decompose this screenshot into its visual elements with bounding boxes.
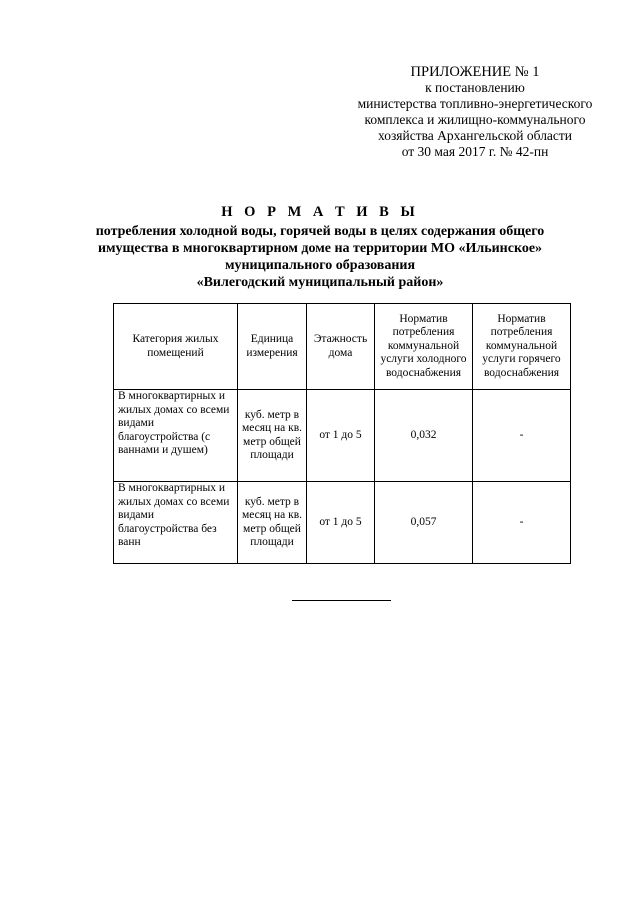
header-unit: Единица измерения [238,304,307,390]
appendix-date-line: от 30 мая 2017 г. № 42-пн [401,144,549,159]
table-header-row [114,304,571,390]
header-category: Категория жилых помещений [114,304,238,390]
end-separator-line [292,600,391,601]
norms-table [113,303,571,564]
title-line: имущества в многоквартирном доме на территории МО «Ильинское» [97,241,543,256]
cell-cold-value: 0,032 [375,390,473,482]
title-heading: Н О Р М А Т И В Ы [221,204,419,220]
appendix-block [330,64,620,160]
title-line: муниципального образования [224,258,416,273]
cell-hot-value: - [473,482,571,564]
document-title [40,204,600,291]
header-hot-water: Норматив потребления коммунальной услуги горячего водоснабжения [473,304,571,390]
cell-cold-value: 0,057 [375,482,473,564]
table-row [114,482,571,564]
cell-floors: от 1 до 5 [307,482,375,564]
cell-floors: от 1 до 5 [307,390,375,482]
appendix-line: министерства топливно-энергетического [357,96,593,111]
table-row [114,390,571,482]
cell-category: В многоквартирных и жилых домах со всеми видами благоустройства (с ваннами и душем) [114,390,238,482]
title-line: «Вилегодский муниципальный район» [196,275,444,290]
header-floors: Этажность дома [307,304,375,390]
title-line: потребления холодной воды, горячей воды в целях содержания общего [95,224,545,239]
appendix-line: комплекса и жилищно-коммунального [364,112,586,127]
cell-unit: куб. метр в месяц на кв. метр общей площади [238,390,307,482]
cell-unit: куб. метр в месяц на кв. метр общей площади [238,482,307,564]
cell-hot-value: - [473,390,571,482]
cell-category: В многоквартирных и жилых домах со всеми видами благоустройства без ванн [114,482,238,564]
header-cold-water: Норматив потребления коммунальной услуги холодного водоснабжения [375,304,473,390]
appendix-line: к постановлению [425,80,525,95]
appendix-line: хозяйства Архангельской области [377,128,573,143]
appendix-title: ПРИЛОЖЕНИЕ № 1 [410,64,540,80]
